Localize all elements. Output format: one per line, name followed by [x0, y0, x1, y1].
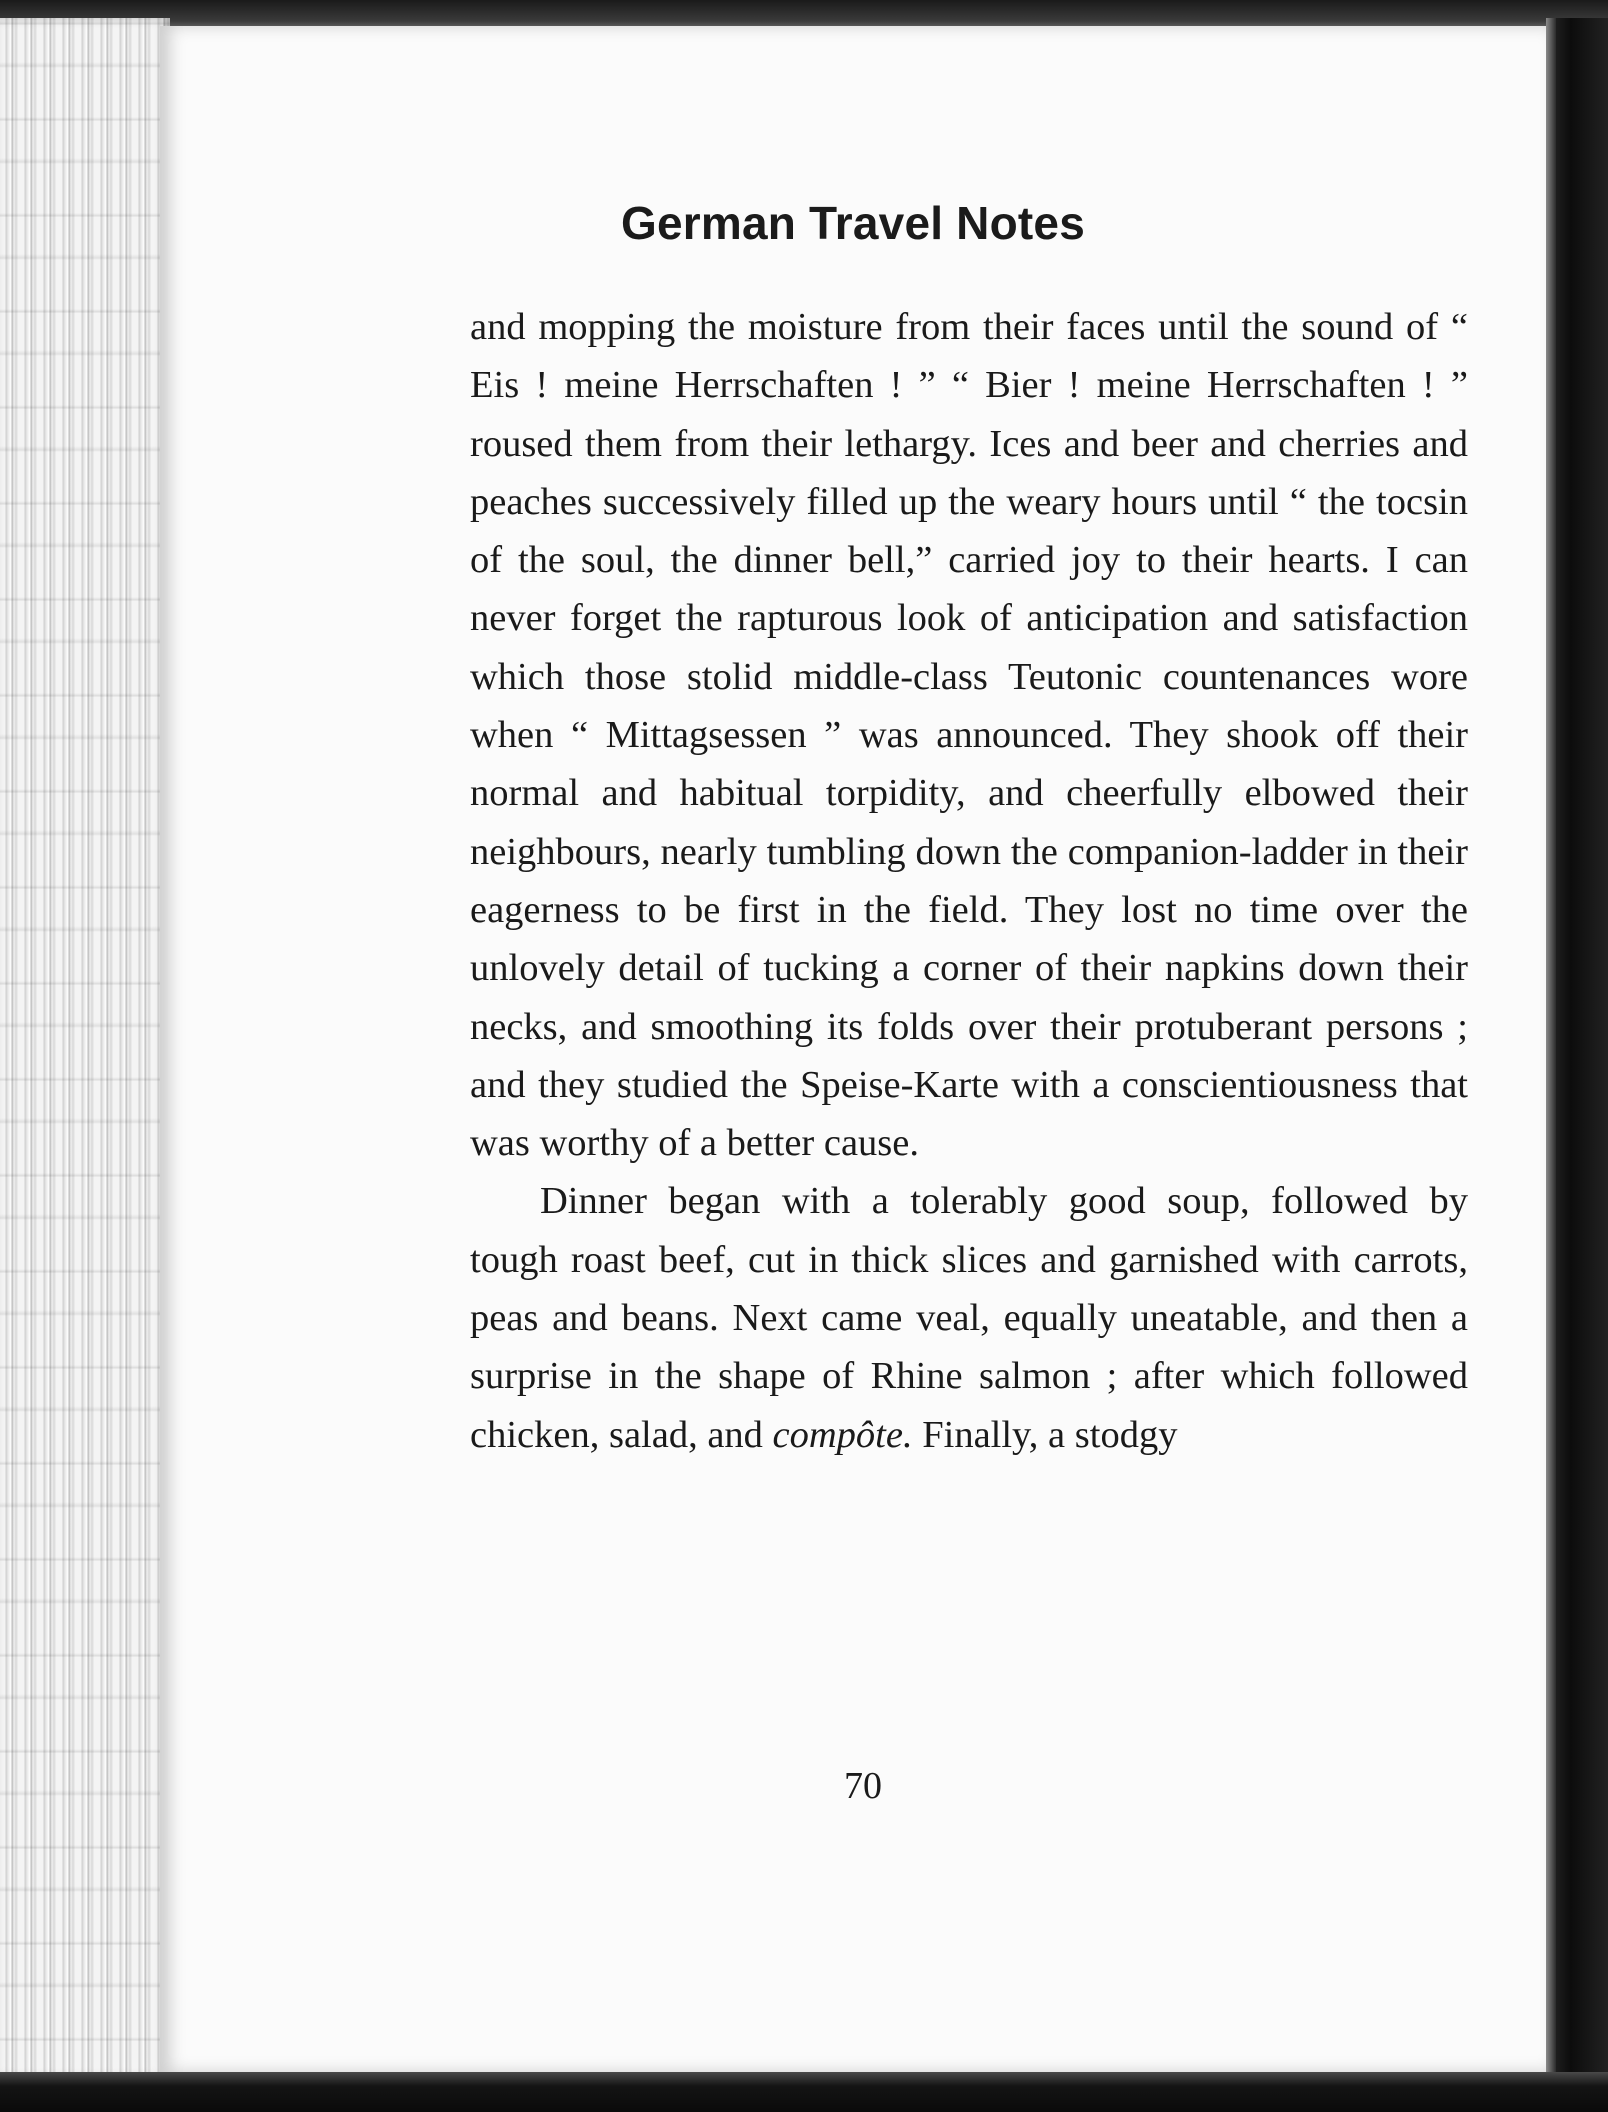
paragraph-1: and mopping the moisture from their faces until the sound of “ Eis ! meine Herrschaften ! ” “ Bier ! meine Herrschaften ! ” roused them from their lethargy. Ices and beer and cherries and peaches successively filled up the weary hours until “ the tocsin of the soul, the dinner bell,” carried joy to their hearts. I can never forget the rapturous look of anticipation and satisfaction which those stolid middle-class Teutonic countenances wore when “ Mittagsessen ” was announced. They shook off their normal and habitual torpidity, and cheerfully elbowed their neighbours, nearly tumbling down the companion-ladder in their eagerness to be first in the field. They lost no time over the unlovely detail of tucking a corner of their napkins down their necks, and smoothing its folds over their protuberant persons ; and they studied the Speise-Karte with a conscientiousness that was worthy of a better cause.	[470, 306, 1468, 1165]
body-text	[470, 298, 1468, 1464]
book-right-edge	[1546, 18, 1608, 2112]
paragraph-2-tail: Finally, a stodgy	[912, 1413, 1178, 1456]
italic-word: compôte.	[772, 1413, 913, 1456]
paragraph-2-text: Dinner began with a tolerably good soup, followed by tough roast beef, cut in thick slices and garnished with carrots, peas and beans. Next came veal, equally uneatable, and then a surprise in the shape of Rhine salmon ; after which followed chicken, salad, and	[470, 1180, 1468, 1456]
book-bottom-edge	[0, 2072, 1608, 2112]
page-number: 70	[844, 1765, 882, 1807]
page-stack-edges	[0, 18, 170, 2078]
running-head: German Travel Notes	[620, 197, 1085, 249]
paragraph-2	[470, 1172, 1468, 1463]
